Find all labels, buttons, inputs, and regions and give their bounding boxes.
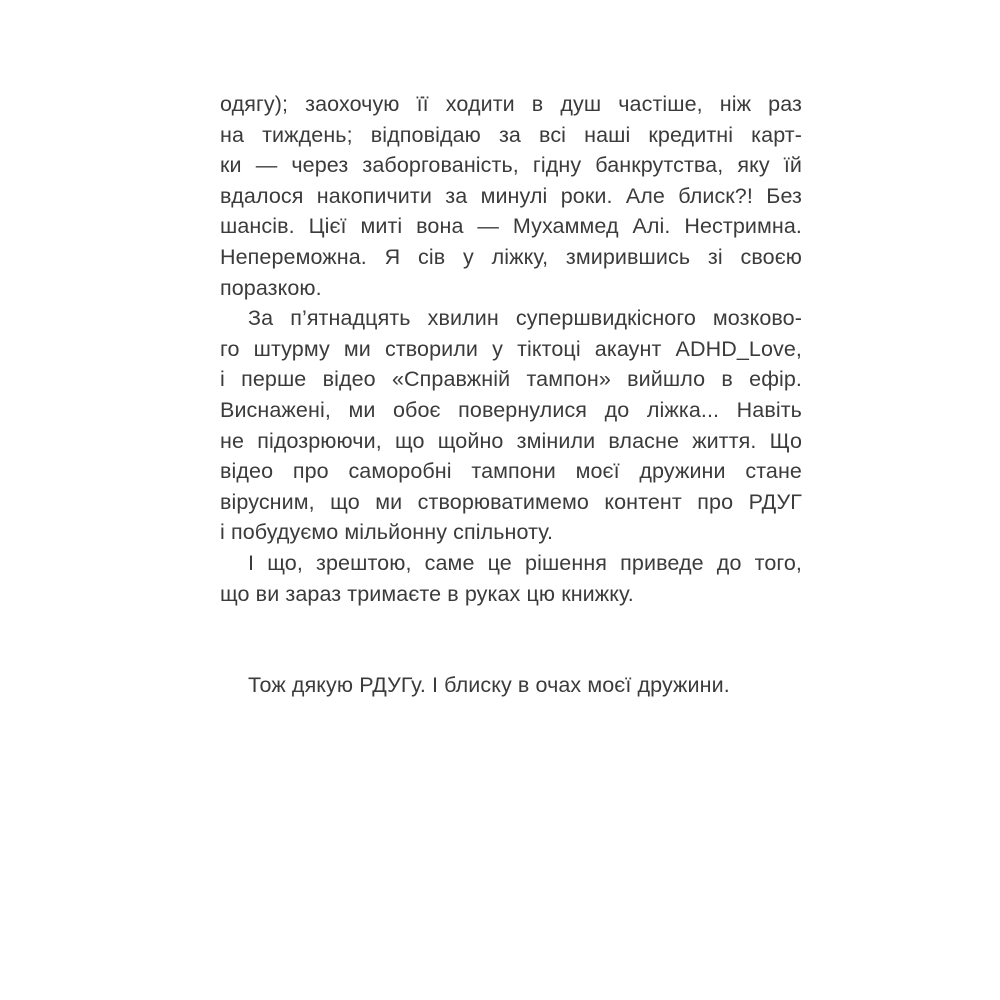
text-line: і перше відео «Справжній тампон» вийшло в ефір. xyxy=(220,367,802,392)
paragraph xyxy=(220,89,802,303)
text-line: поразкою. xyxy=(220,275,322,300)
text-line: За п’ятнадцять хвилин супершвидкісного мозково- xyxy=(248,306,802,331)
text-column xyxy=(220,89,802,701)
text-line: і побудуємо мільйонну спільноту. xyxy=(220,520,554,545)
text-line: Тож дякую РДУГу. І блиску в очах моєї дружини. xyxy=(248,673,730,698)
text-line: одягу); заохочую її ходити в душ частіше, ніж раз xyxy=(220,92,802,116)
text-line: І що, зрештою, саме це рішення приведе до того, xyxy=(248,550,802,575)
text-line: що ви зараз тримаєте в руках цю книжку. xyxy=(220,581,634,606)
paragraph xyxy=(220,670,802,701)
text-line: не підозрюючи, що щойно змінили власне життя. Що xyxy=(220,428,802,453)
text-line: відео про саморобні тампони моєї дружини стане xyxy=(220,459,802,484)
text-line: ки — через заборгованість, гідну банкрутства, яку їй xyxy=(220,153,802,178)
text-line: Непереможна. Я сів у ліжку, змирившись зі своєю xyxy=(220,244,802,269)
text-line: на тиждень; відповідаю за всі наші кредитні карт- xyxy=(220,122,802,147)
text-line: го штурму ми створили у тіктоці акаунт ADHD_Love, xyxy=(220,336,802,361)
text-line: вірусним, що ми створюватимемо контент про РДУГ xyxy=(220,489,802,514)
text-line: Виснажені, ми обоє повернулися до ліжка... Навіть xyxy=(220,397,802,422)
text-line: шансів. Цієї миті вона — Мухаммед Алі. Нестримна. xyxy=(220,214,802,239)
paragraph xyxy=(220,548,802,609)
text-line: вдалося накопичити за минулі роки. Але блиск?! Без xyxy=(220,183,802,208)
paragraph xyxy=(220,303,802,548)
